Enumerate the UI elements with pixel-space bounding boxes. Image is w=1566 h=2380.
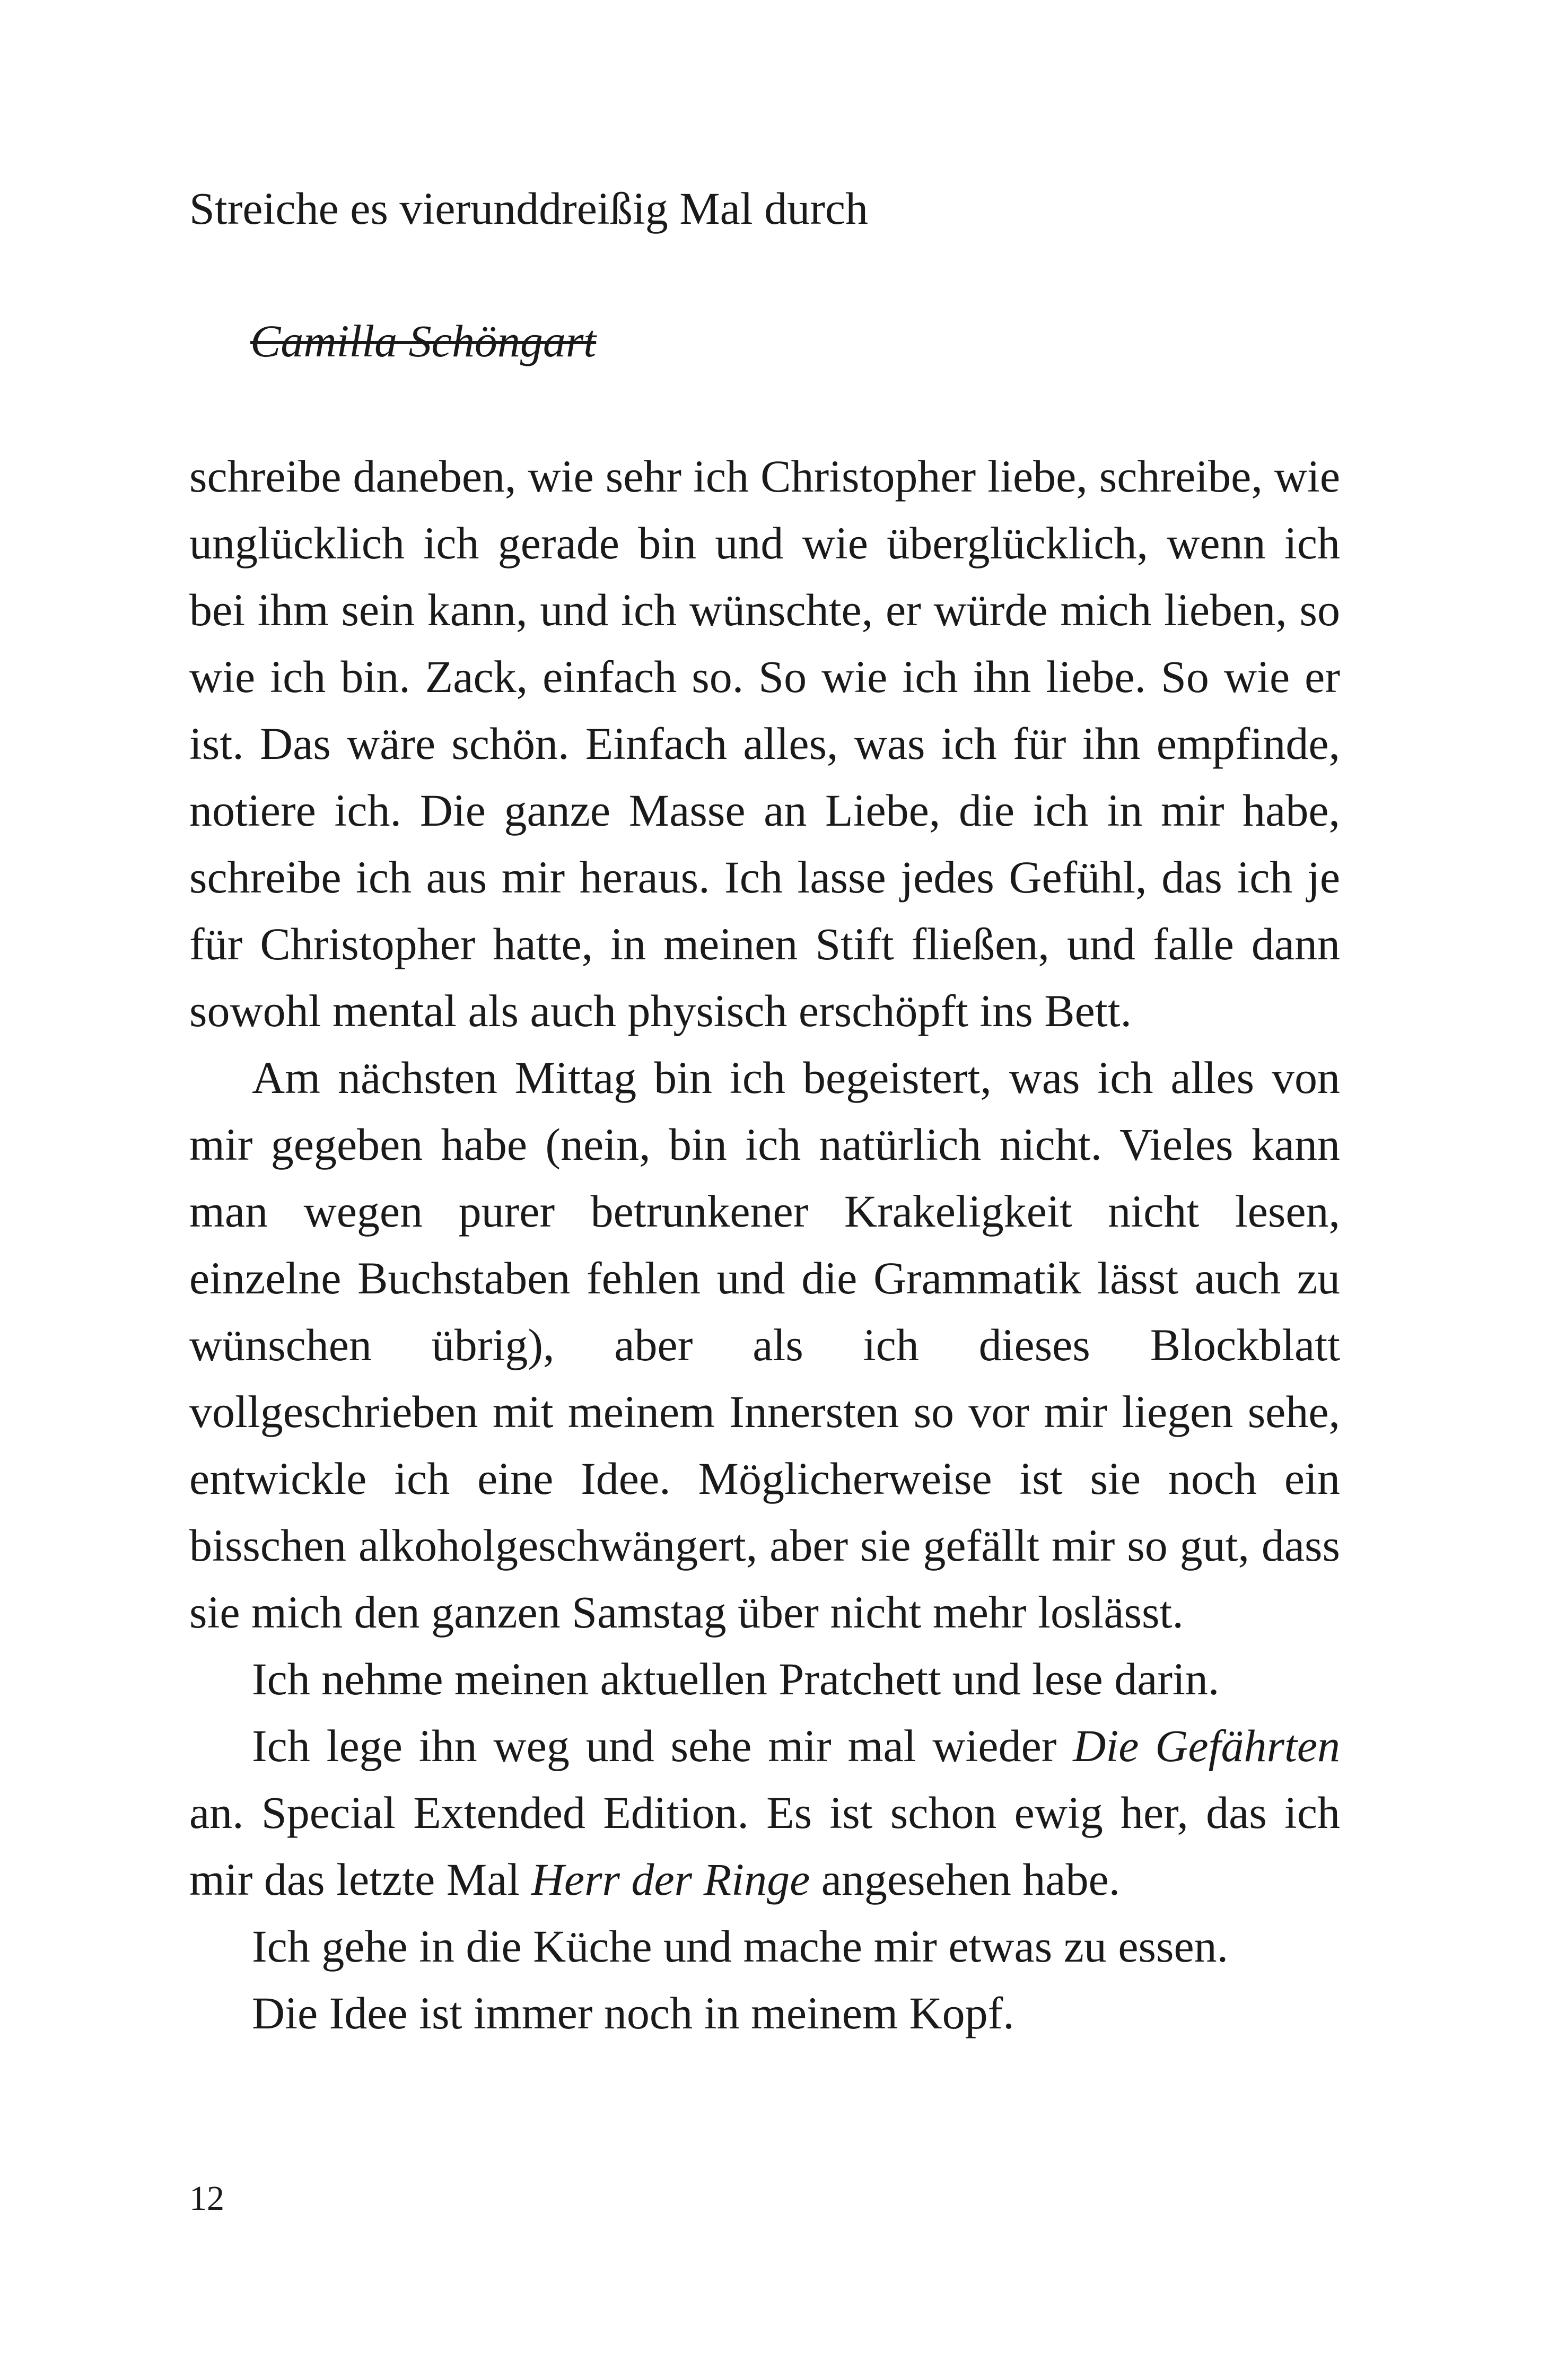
struck-through-name: Camilla Schöngart (250, 316, 597, 366)
paragraph-4-text-middle: an. Special Extended Edition. Es ist schon ewig her, das ich mir das letzte Mal (189, 1787, 1340, 1905)
paragraph-4 (189, 1712, 1340, 1913)
paragraph-2: Am nächsten Mittag bin ich begeistert, was ich alles von mir gegeben habe (nein, bin ich natürlich nicht. Vieles kann man wegen purer betrunkener Krakeligkeit nicht lesen, einzelne Buchstaben fehlen und die Grammatik lässt auch zu wünschen übrig), aber als ich dieses Blockblatt vollgeschrieben mit meinem Innersten so vor mir liegen sehe, entwickle ich eine Idee. Möglicherweise ist sie noch ein bisschen alkoholgeschwängert, aber sie gefällt mir so gut, dass sie mich den ganzen Samstag über nicht mehr loslässt. (189, 1052, 1340, 1638)
page-number: 12 (189, 2179, 224, 2218)
paragraph-1: schreibe daneben, wie sehr ich Christopher liebe, schreibe, wie unglücklich ich gerade bin und wie überglücklich, wenn ich bei ihm sein kann, und ich wünschte, er würde mich lieben, so wie ich bin. Zack, einfach so. So wie ich ihn liebe. So wie er ist. Das wäre schön. Einfach alles, was ich für ihn empfinde, notiere ich. Die ganze Masse an Liebe, die ich in mir habe, schreibe ich aus mir heraus. Ich lasse jedes Gefühl, das ich je für Christopher hatte, in meinen Stift fließen, und falle dann sowohl mental als auch physisch erschöpft ins Bett. (189, 451, 1340, 1036)
paragraph-6: Die Idee ist immer noch in meinem Kopf. (252, 1988, 1014, 2038)
paragraph-4-text-after: angesehen habe. (810, 1854, 1121, 1905)
intro-line: Streiche es vierunddreißig Mal durch (189, 183, 869, 234)
book-title-die-gefaehrten: Die Gefährten (1073, 1720, 1341, 1771)
paragraph-5: Ich gehe in die Küche und mache mir etwas zu essen. (252, 1921, 1229, 1972)
body-text (189, 443, 1340, 2046)
paragraph-4-text-before: Ich lege ihn weg und sehe mir mal wieder (252, 1720, 1073, 1771)
book-title-herr-der-ringe: Herr der Ringe (531, 1854, 810, 1905)
paragraph-3: Ich nehme meinen aktuellen Pratchett und lese darin. (252, 1653, 1220, 1704)
